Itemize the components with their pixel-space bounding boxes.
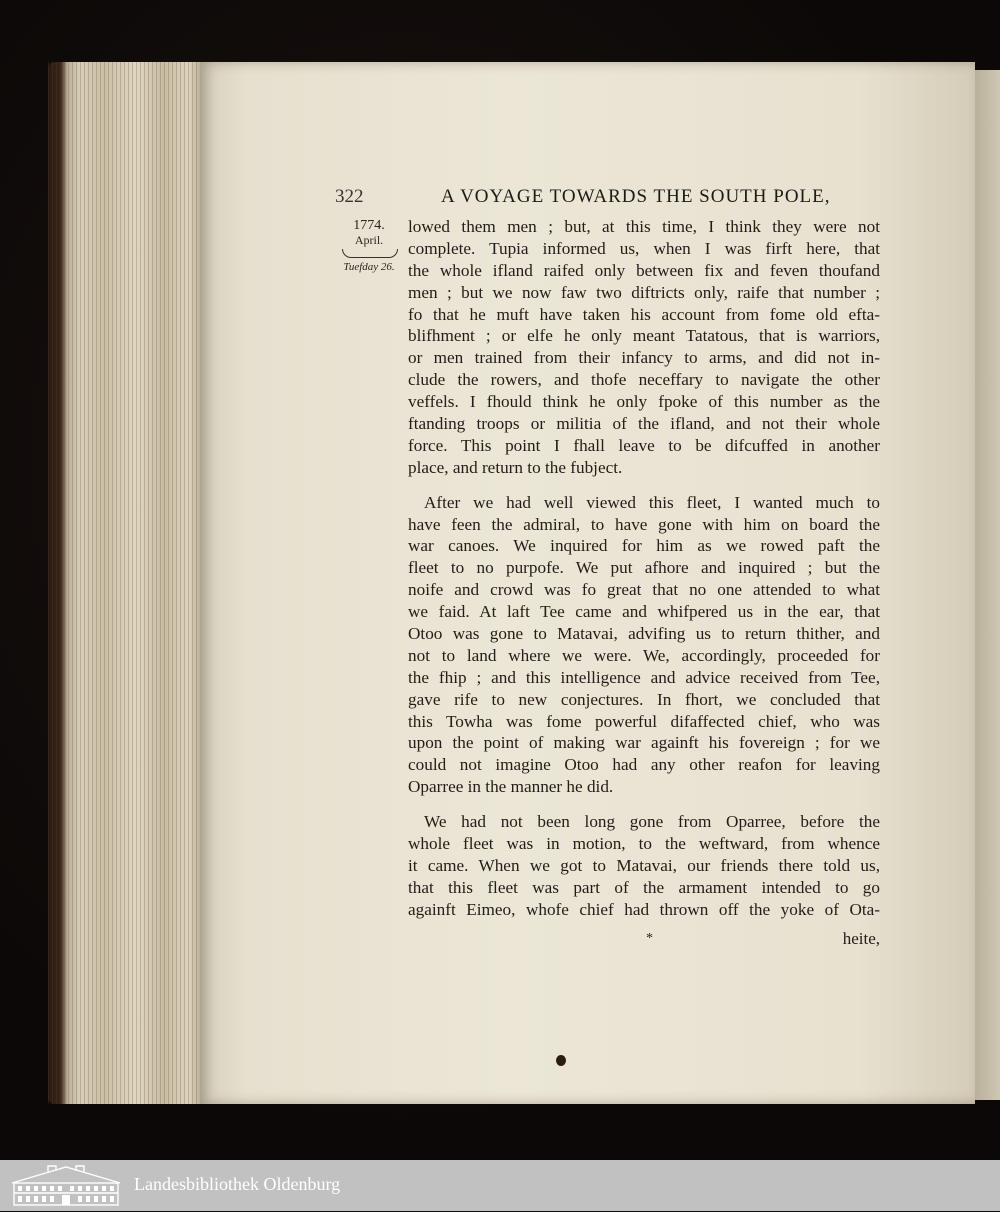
text-line: upon the point of making war againft his fovereign ; for we [408, 733, 880, 753]
text-line: the whole ifland raifed only between fix and feven thoufand [408, 260, 880, 280]
text-line: place, and return to the fubject. [408, 457, 623, 477]
text-line: force. This point I fhall leave to be difcuffed in another [408, 435, 880, 455]
text-line: that this fleet was part of the armament intended to go [408, 877, 880, 897]
paragraph-gap [408, 798, 880, 811]
page-header [335, 186, 885, 210]
text-line: Otoo was gone to Matavai, advifing us to return thither, and [408, 624, 880, 644]
text-line: whole fleet was in motion, to the weftward, from whence [408, 834, 880, 854]
text-line: this Towha was fome powerful difaffected chief, who was [408, 711, 880, 731]
text-line: it came. When we got to Matavai, our friends there told us, [408, 855, 880, 875]
text-line: We had not been long gone from Oparree, before the [424, 812, 880, 832]
text-line: lowed them men ; but, at this time, I think they were not [408, 217, 880, 236]
text-line: not to land where we were. We, accordingly, proceeded for [408, 645, 880, 665]
text-line: men ; but we now faw two diftricts only, raife that number ; [408, 282, 880, 302]
margin-note [336, 218, 402, 274]
paragraph-gap [408, 479, 880, 492]
text-line: noife and crowd was fo great that no one attended to what [408, 580, 880, 600]
facing-page-edge [975, 70, 1000, 1100]
library-building-logo-icon [8, 1163, 124, 1212]
text-line: the fhip ; and this intelligence and advice received from Tee, [408, 667, 880, 687]
text-line: After we had well viewed this fleet, I wanted much to [424, 492, 880, 512]
book-page-edges [48, 62, 208, 1104]
text-line: complete. Tupia informed us, when I was firft here, that [408, 238, 880, 258]
signature-mark: * [646, 931, 653, 946]
margin-brace [342, 249, 398, 258]
text-line: veffels. I fhould think he only fpoke of this number as the [408, 392, 880, 412]
catchword: heite, [842, 929, 880, 948]
text-line: ftanding troops or militia of the ifland, and not their whole [408, 414, 880, 434]
text-line: Oparree in the manner he did. [408, 777, 614, 797]
body-text [408, 216, 880, 921]
margin-month: April. [354, 233, 384, 247]
page-number: 322 [335, 186, 364, 207]
library-footer-bar [0, 1160, 1000, 1211]
library-name: Landesbibliothek Oldenburg [134, 1174, 341, 1194]
text-line: againft Eimeo, whofe chief had thrown off the yoke of Ota- [408, 899, 880, 919]
margin-year: 1774. [353, 218, 385, 233]
text-line: we faid. At laft Tee came and whifpered us in the ear, that [408, 602, 880, 622]
page-foot [408, 928, 880, 950]
running-head: A VOYAGE TOWARDS THE SOUTH POLE, [441, 186, 831, 207]
text-line: gave rife to new conjectures. In fhort, we concluded that [408, 689, 880, 709]
text-line: clude the rowers, and thofe neceffary to navigate the other [408, 370, 880, 390]
text-line: fo that he muft have taken his account from fome old efta- [408, 304, 880, 324]
text-line: blifhment ; or elfe he only meant Tatatous, that is warriors, [408, 326, 880, 346]
text-line: could not imagine Otoo had any other reafon for leaving [408, 755, 880, 775]
margin-day: Tuefday 26. [343, 261, 395, 273]
text-line: fleet to no purpofe. We put afhore and inquired ; but the [408, 558, 880, 578]
text-line: or men trained from their infancy to arms, and did not in- [408, 348, 880, 368]
text-line: war canoes. We inquired for him as we rowed paft the [408, 536, 880, 556]
text-line: have feen the admiral, to have gone with him on board the [408, 514, 880, 534]
ink-spot [556, 1055, 566, 1066]
